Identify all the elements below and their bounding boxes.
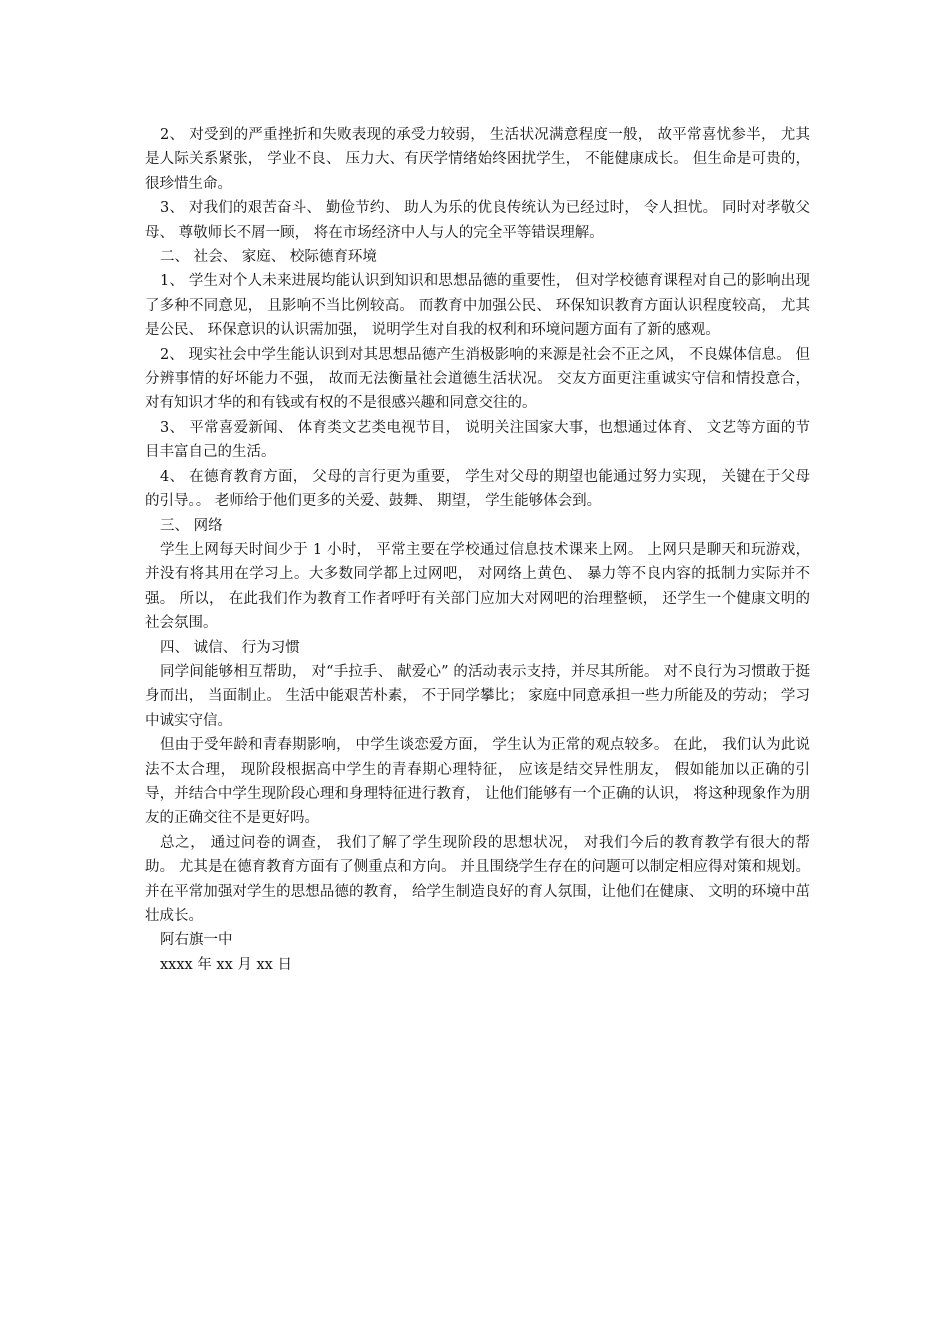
- signature-date: xxxx 年 xx 月 xx 日: [160, 956, 292, 973]
- paragraph-section3-1: 学生上网每天时间少于 1 小时， 平常主要在学校通过信息技术课来上网。 上网只是聊天和玩游戏， 并没有将其用在学习上。大多数同学都上过网吧， 对网络上黄色、 暴力等不良内容的抵制力实际并不强。 所以， 在此我们作为教育工作者呼吁有关部门应加大对网吧的治理整顿， 还学生一个健康文明的社会氛围。: [145, 541, 810, 632]
- paragraph-section2-4: 4、 在德育教育方面， 父母的言行更为重要， 学生对父母的期望也能通过努力实现， 关键在于父母的引导。。 老师给于他们更多的关爱、鼓舞、 期望， 学生能够体会到。: [145, 468, 810, 510]
- section-heading-4: 四、 诚信、 行为习惯: [160, 639, 300, 656]
- paragraph-section4-2: 但由于受年龄和青春期影响， 中学生谈恋爱方面， 学生认为正常的观点较多。 在此， 我们认为此说法不太合理， 现阶段根据高中学生的青春期心理特征， 应该是结交异性朋友， 假如能加以正确的引导，并结合中学生现阶段心理和身理特征进行教育， 让他们能够有一个正确的认识， 将这种现象作为朋友的正确交往不是更好吗。: [145, 737, 810, 827]
- paragraph-section2-2: 2、 现实社会中学生能认识到对其思想品德产生消极影响的来源是社会不正之风， 不良媒体信息。 但分辨事情的好坏能力不强， 故而无法衡量社会道德生活状况。 交友方面更注重诚实守信和情投意合， 对有知识才华的和有钱或有权的不是很感兴趣和同意交往的。: [145, 346, 810, 412]
- paragraph-point-3: 3、 对我们的艰苦奋斗、 勤俭节约、 助人为乐的优良传统认为已经过时， 令人担忧。 同时对孝敬父母、 尊敬师长不屑一顾， 将在市场经济中人与人的完全平等错误理解。: [145, 200, 810, 241]
- paragraph-section2-3: 3、 平常喜爱新闻、 体育类文艺类电视节目， 说明关注国家大事，也想通过体育、 文艺等方面的节目丰富自己的生活。: [145, 419, 810, 461]
- section-heading-3: 三、 网络: [160, 517, 223, 534]
- paragraph-conclusion: 总之， 通过问卷的调查， 我们了解了学生现阶段的思想状况， 对我们今后的教育教学有很大的帮助。 尤其是在德育教育方面有了侧重点和方向。 并且围绕学生存在的问题可以制定相应得对策和规划。 并在平常加强对学生的思想品德的教育， 给学生制造良好的育人氛围，让他们在健康、 文明的环境中茁壮成长。: [145, 834, 810, 924]
- paragraph-point-2: 2、 对受到的严重挫折和失败表现的承受力较弱， 生活状况满意程度一般， 故平常喜忧参半， 尤其是人际关系紧张， 学业不良、 压力大、有厌学情绪始终困扰学生， 不能健康成长。 但生命是可贵的， 很珍惜生命。: [145, 127, 810, 192]
- section-heading-2: 二、 社会、 家庭、 校际德育环境: [160, 249, 377, 266]
- document-page: [145, 123, 810, 977]
- paragraph-section2-1: 1、 学生对个人未来进展均能认识到知识和思想品德的重要性， 但对学校德育课程对自己的影响出现了多种不同意见， 且影响不当比例较高。 而教育中加强公民、 环保知识教育方面认识程度较高， 尤其是公民、 环保意识的认识需加强， 说明学生对自我的权利和环境问题方面有了新的感观。: [145, 273, 810, 339]
- signature-organization: 阿右旗一中: [160, 932, 233, 949]
- paragraph-section4-1: 同学间能够相互帮助， 对“手拉手、 献爱心” 的活动表示支持，并尽其所能。 对不良行为习惯敢于挺身而出， 当面制止。 生活中能艰苦朴素， 不于同学攀比； 家庭中同意承担一些力所能及的劳动； 学习中诚实守信。: [145, 663, 810, 729]
